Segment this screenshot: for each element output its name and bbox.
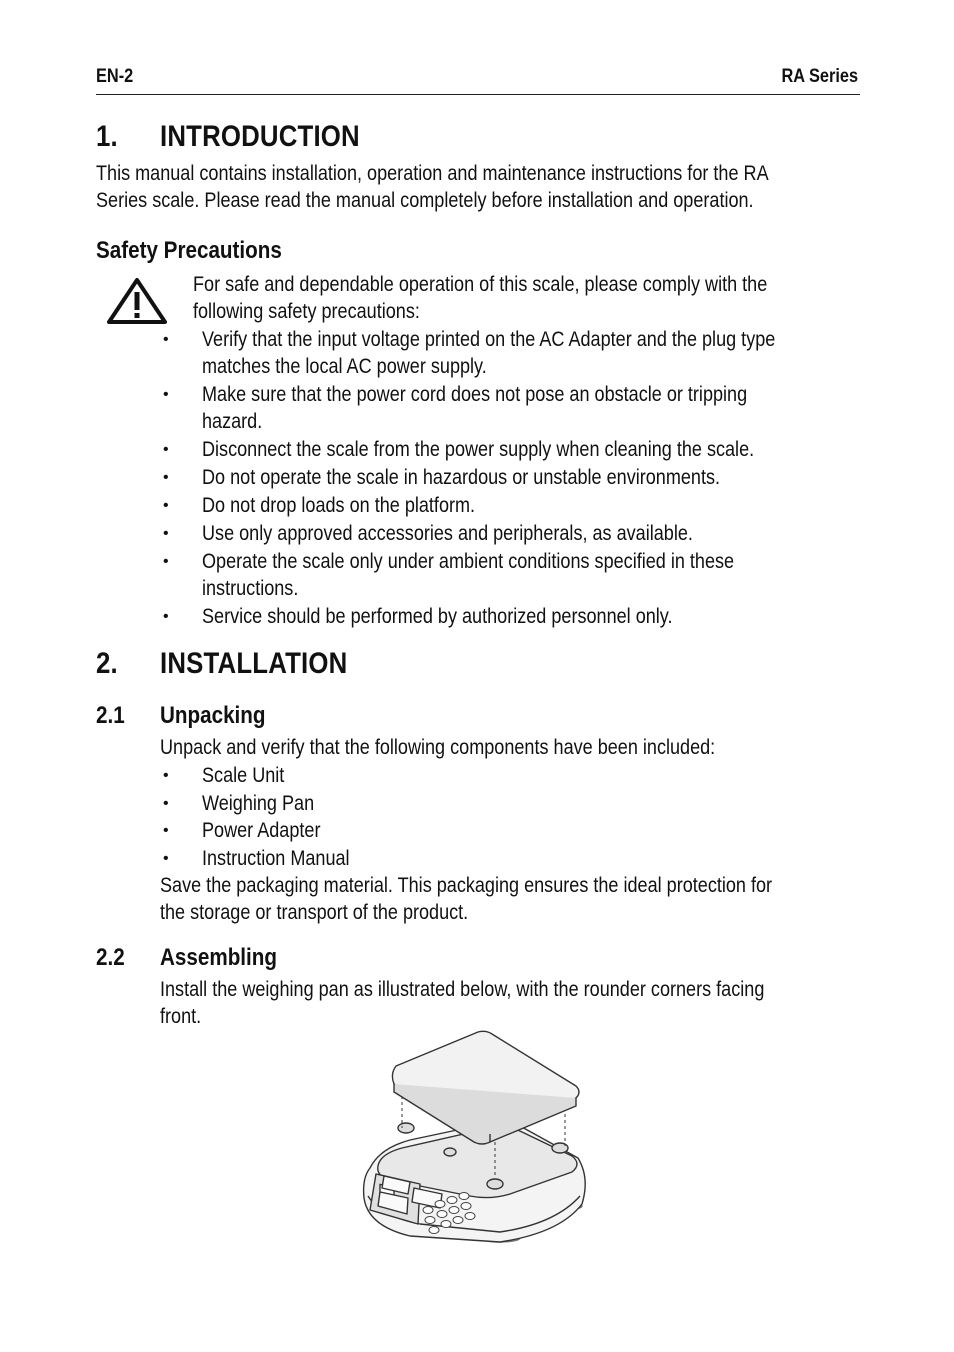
bullet-icon: •	[163, 767, 169, 784]
assembling-line-1: Install the weighing pan as illustrated below, with the rounder corners facing	[160, 978, 765, 1001]
warning-icon	[106, 277, 168, 325]
safety-precaution-item: matches the local AC power supply.	[202, 355, 487, 378]
page-number: EN-2	[96, 66, 134, 87]
unpacking-note-line-1: Save the packaging material. This packaging ensures the ideal protection for	[160, 874, 773, 897]
safety-precaution-item: Operate the scale only under ambient conditions specified in these	[202, 550, 735, 573]
bullet-icon: •	[163, 849, 169, 867]
section-2-1-number: 2.1	[96, 702, 125, 729]
header-rule	[96, 94, 860, 95]
safety-precaution-item: Do not operate the scale in hazardous or unstable environments.	[202, 466, 721, 489]
safety-precaution-item: Verify that the input voltage printed on the AC Adapter and the plug type	[202, 328, 776, 351]
safety-precaution-item: Service should be performed by authorized personnel only.	[202, 605, 673, 628]
component-item: Weighing Pan	[202, 791, 315, 815]
safety-precaution-item: Disconnect the scale from the power supply when cleaning the scale.	[202, 438, 755, 461]
bullet-icon: •	[163, 794, 169, 812]
bullet-icon: •	[163, 553, 169, 570]
intro-line-1: This manual contains installation, operation and maintenance instructions for the RA	[96, 162, 769, 185]
bullet-icon: •	[163, 469, 169, 486]
series-label: RA Series	[781, 66, 858, 87]
safety-precaution-item: hazard.	[202, 410, 263, 433]
bullet-icon: •	[163, 386, 169, 403]
safety-precaution-item: Do not drop loads on the platform.	[202, 494, 476, 517]
assembling-line-2: front.	[160, 1005, 202, 1028]
intro-line-2: Series scale. Please read the manual completely before installation and operation.	[96, 189, 754, 212]
section-2-1-title: Unpacking	[160, 702, 266, 729]
safety-precaution-item: Use only approved accessories and peripherals, as available.	[202, 522, 693, 545]
safety-intro-line-1: For safe and dependable operation of this scale, please comply with the	[193, 273, 768, 296]
component-item: Power Adapter	[202, 819, 321, 842]
scale-illustration	[350, 1028, 600, 1250]
section-2-2-title: Assembling	[160, 944, 277, 971]
bullet-icon: •	[163, 331, 169, 348]
bullet-icon: •	[163, 822, 169, 839]
section-2-2-number: 2.2	[96, 944, 125, 971]
safety-precaution-item: instructions.	[202, 577, 299, 600]
safety-precaution-item: Make sure that the power cord does not pose an obstacle or tripping	[202, 383, 748, 406]
section-2-title: INSTALLATION	[160, 647, 348, 680]
component-item: Instruction Manual	[202, 846, 350, 870]
unpacking-note-line-2: the storage or transport of the product.	[160, 901, 469, 924]
bullet-icon: •	[163, 525, 169, 542]
bullet-icon: •	[163, 497, 169, 514]
bullet-icon: •	[163, 608, 169, 625]
unpacking-intro: Unpack and verify that the following components have been included:	[160, 736, 716, 759]
safety-intro-line-2: following safety precautions:	[193, 300, 420, 323]
bullet-icon: •	[163, 441, 169, 458]
section-1-title: INTRODUCTION	[160, 120, 360, 153]
component-item: Scale Unit	[202, 764, 285, 787]
section-2-number: 2.	[96, 647, 118, 680]
safety-title: Safety Precautions	[96, 237, 282, 264]
section-1-number: 1.	[96, 120, 118, 153]
